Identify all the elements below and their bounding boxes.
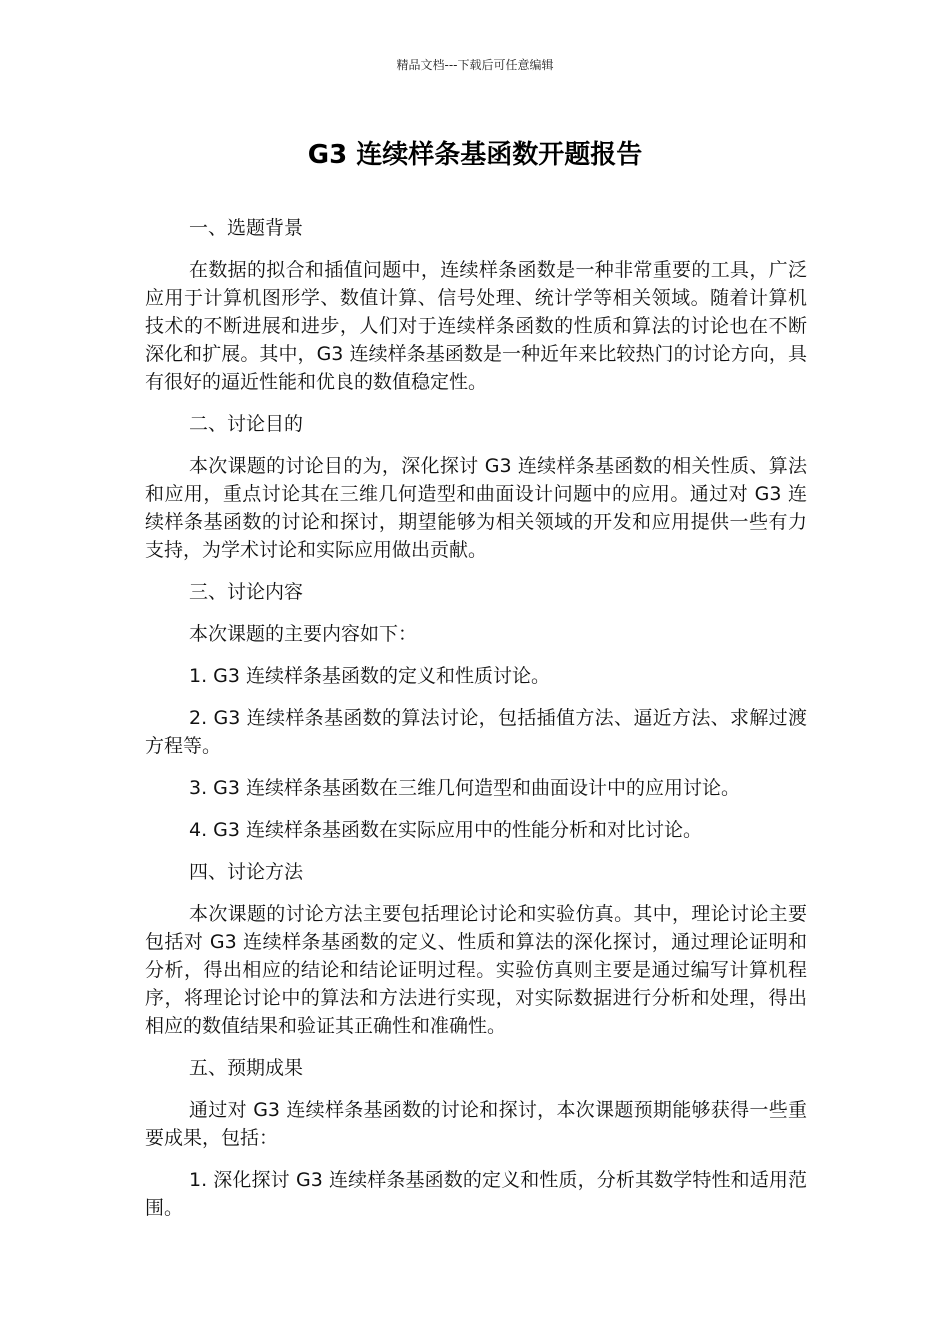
- paragraph-outcomes-intro: 通过对 G3 连续样条基函数的讨论和探讨，本次课题预期能够获得一些重要成果，包括：: [145, 1099, 807, 1149]
- section-heading-content: 三、讨论内容: [189, 581, 304, 603]
- list-item: 3. G3 连续样条基函数在三维几何造型和曲面设计中的应用讨论。: [189, 777, 741, 799]
- paragraph-purpose: 本次课题的讨论目的为，深化探讨 G3 连续样条基函数的相关性质、算法和应用，重点讨论其在三维几何造型和曲面设计问题中的应用。通过对 G3 连续样条基函数的讨论和探讨，期望能够为相关领域的开发和应用提供一些有力支持，为学术讨论和实际应用做出贡献。: [145, 455, 807, 561]
- section-heading-outcomes: 五、预期成果: [189, 1057, 304, 1079]
- paragraph-method: 本次课题的讨论方法主要包括理论讨论和实验仿真。其中，理论讨论主要包括对 G3 连续样条基函数的定义、性质和算法的深化探讨，通过理论证明和分析，得出相应的结论和结论证明过程。实验仿真则主要是通过编写计算机程序，将理论讨论中的算法和方法进行实现，对实际数据进行分析和处理，得出相应的数值结果和验证其正确性和准确性。: [145, 903, 807, 1037]
- section-heading-background: 一、选题背景: [189, 217, 304, 239]
- list-item: 1. G3 连续样条基函数的定义和性质讨论。: [189, 665, 551, 687]
- section-heading-method: 四、讨论方法: [189, 861, 304, 883]
- paragraph-background: 在数据的拟合和插值问题中，连续样条函数是一种非常重要的工具，广泛应用于计算机图形学、数值计算、信号处理、统计学等相关领域。随着计算机技术的不断进展和进步，人们对于连续样条函数的性质和算法的讨论也在不断深化和扩展。其中，G3 连续样条基函数是一种近年来比较热门的讨论方向，具有很好的逼近性能和优良的数值稳定性。: [145, 259, 807, 393]
- section-heading-purpose: 二、讨论目的: [189, 413, 304, 435]
- list-item: 4. G3 连续样条基函数在实际应用中的性能分析和对比讨论。: [189, 819, 703, 841]
- paragraph-content-intro: 本次课题的主要内容如下：: [189, 623, 418, 645]
- page-header: 精品文档---下载后可任意编辑: [396, 58, 554, 72]
- list-item: 1. 深化探讨 G3 连续样条基函数的定义和性质，分析其数学特性和适用范围。: [145, 1169, 807, 1219]
- document-body: [145, 214, 807, 1222]
- document-title: G3 连续样条基函数开题报告: [307, 140, 643, 170]
- list-item: 2. G3 连续样条基函数的算法讨论，包括插值方法、逼近方法、求解过渡方程等。: [145, 707, 807, 757]
